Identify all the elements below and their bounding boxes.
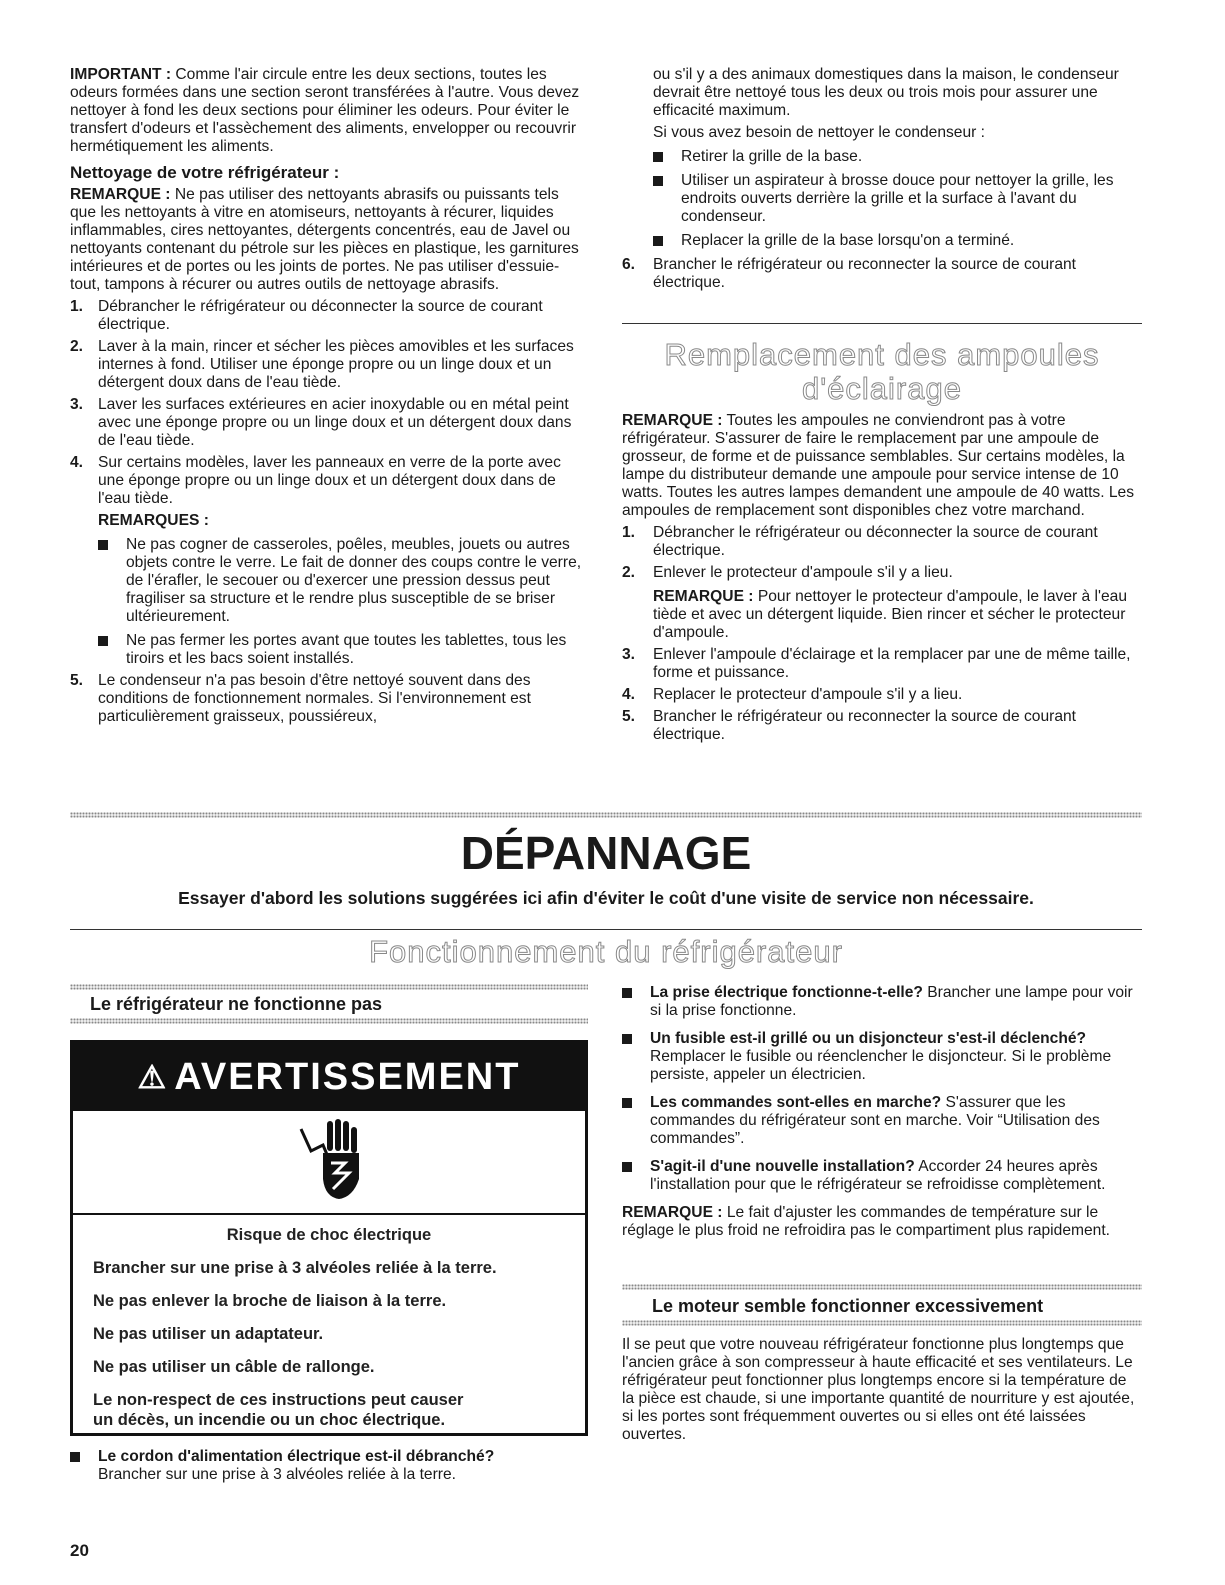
bullet-item [622, 1030, 1142, 1084]
section-title: Remplacement des ampoules [664, 337, 1100, 372]
bullet-question: Un fusible est-il grillé ou un disjoncteur s'est-il déclenché? [650, 1030, 1087, 1047]
bullet-square-icon [70, 1452, 80, 1462]
step-number: 4. [70, 454, 84, 471]
step-text: Enlever l'ampoule d'éclairage et la remplacer par une de même taille, forme et puissance. [653, 646, 1131, 681]
bullet-text: Replacer la grille de la base lorsqu'on a terminé. [681, 232, 1015, 249]
right-bottom-column [622, 978, 1142, 1240]
step-text: Le condenseur n'a pas besoin d'être nettoyé souvent dans des conditions de fonctionnement normales. Si l'environnement est particulièrement graisseux, poussiéreux, [98, 672, 531, 725]
step-number: 3. [622, 646, 636, 663]
step-text: Laver à la main, rincer et sécher les pièces amovibles et les surfaces internes à fond. Utiliser une éponge propre ou un linge doux et un détergent doux dans de l'eau tiède. [98, 338, 574, 391]
remarque-paragraph [622, 1204, 1142, 1240]
important-label: IMPORTANT : [70, 66, 172, 83]
step-item [622, 646, 1142, 682]
step-item [622, 564, 1142, 582]
step-text: Laver les surfaces extérieures en acier inoxydable ou en métal peint avec une éponge propre ou un linge doux et un détergent doux dans de l'eau tiède. [98, 396, 572, 449]
step-text: Débrancher le réfrigérateur ou déconnecter la source de courant électrique. [653, 524, 1098, 559]
warning-line: Ne pas utiliser un câble de rallonge. [93, 1358, 375, 1376]
subheading: Le réfrigérateur ne fonctionne pas [90, 994, 383, 1014]
bullet-text: Ne pas cogner de casseroles, poêles, meubles, jouets ou autres objets contre le verre. Le fait de donner des coups contre le verre, de l'érafler, le secouer ou d'exercer une pression dessus peut fragiliser sa structure et le rendre plus susceptible de se briser ultérieurement. [126, 536, 582, 625]
warning-line: Ne pas utiliser un adaptateur. [93, 1325, 324, 1343]
remarque-paragraph [622, 412, 1142, 520]
cord-bullet [70, 1442, 588, 1484]
remarque-label: REMARQUE : [622, 412, 723, 429]
bullet-item [622, 1094, 1142, 1148]
step-text: Sur certains modèles, laver les panneaux en verre de la porte avec une éponge propre ou un linge doux et un détergent doux dans de l'eau tiède. [98, 454, 561, 507]
bullet-square-icon [653, 152, 663, 162]
bullet-answer: Accorder 24 heures après l'installation pour que le réfrigérateur se refroidisse complètement. [650, 1158, 1106, 1193]
dotted-divider [622, 1320, 1142, 1326]
bullet-answer: Brancher sur une prise à 3 alvéoles reliée à la terre. [98, 1466, 456, 1483]
bullet-text: Retirer la grille de la base. [681, 148, 863, 165]
remarque-text: Le fait d'ajuster les commandes de température sur le réglage le plus froid ne refroidira pas le compartiment plus rapidement. [622, 1204, 1110, 1239]
cleaning-heading: Nettoyage de votre réfrigérateur : [70, 163, 340, 182]
step-number: 1. [622, 524, 636, 541]
bullet-square-icon [622, 1034, 632, 1044]
bullet-item [653, 172, 1142, 226]
remarques-block [98, 512, 588, 668]
dotted-divider [70, 1018, 588, 1024]
remarque-label: REMARQUE : [653, 588, 754, 605]
remarque-text: Toutes les ampoules ne conviendront pas à votre réfrigérateur. S'assurer de faire le remplacement par une ampoule de grosseur, de forme et de puissance semblables. Sur certains modèles, la lampe du distributeur demande une ampoule pour service intense de 10 watts. Toutes les autres lampes demandent une ampoule de 40 watts. Les ampoules de remplacement sont disponibles chez votre marchand. [622, 412, 1135, 519]
bullet-answer: S'assurer que les commandes du réfrigérateur sont en marche. Voir “Utilisation des commandes”. [650, 1094, 1100, 1147]
step-number: 5. [622, 708, 636, 725]
warning-line: un décès, un incendie ou un choc électrique. [93, 1411, 446, 1429]
important-text: Comme l'air circule entre les deux sections, toutes les odeurs formées dans une section seront transférées à l'autre. Vous devez nettoyer à fond les deux sections pour éliminer les odeurs. Pour éviter le transfert d'odeurs et l'assèchement des aliments, envelopper ou recouvrir hermétiquement les aliments. [70, 66, 580, 155]
bullet-item [98, 536, 588, 626]
warning-line: Risque de choc électrique [226, 1226, 432, 1244]
depannage-header [70, 825, 1142, 909]
step-item [622, 686, 1142, 704]
step-item [70, 338, 588, 392]
dotted-divider [70, 984, 588, 990]
remarque-text: Pour nettoyer le protecteur d'ampoule, le laver à l'eau tiède et avec un détergent liquide. Bien rincer et sécher le protecteur d'ampoule. [653, 588, 1127, 641]
remarques-label: REMARQUES : [98, 512, 209, 529]
bullet-text [650, 1094, 1142, 1148]
step-text: Replacer le protecteur d'ampoule s'il y a lieu. [653, 686, 963, 703]
remarque-paragraph [70, 186, 588, 294]
remarque-label: REMARQUE : [622, 1204, 723, 1221]
bullet-item [70, 1448, 588, 1484]
warning-body [73, 1215, 585, 1436]
step-number: 2. [70, 338, 84, 355]
condenser-bullets [653, 148, 1142, 250]
step-text: Brancher le réfrigérateur ou reconnecter la source de courant électrique. [653, 256, 1076, 291]
step-number: 1. [70, 298, 84, 315]
inner-remarque [653, 588, 1142, 642]
bullet-item [98, 632, 588, 668]
step-text: Brancher le réfrigérateur ou reconnecter la source de courant électrique. [653, 708, 1076, 743]
divider [622, 323, 1142, 324]
motor-paragraph: Il se peut que votre nouveau réfrigérateur fonctionne plus longtemps que l'ancien grâce à son compresseur à haute efficacité et ses ventilateurs. Le réfrigérateur peut fonctionner plus longtemps encore si la température de la pièce est chaude, si une importante quantité de nourriture y est ajoutée, si les portes sont fréquemment ouvertes ou si elles ont été laissées ouvertes. [622, 1336, 1135, 1443]
page-subtitle: Essayer d'abord les solutions suggérées ici afin d'éviter le coût d'une visite de service non nécessaire. [178, 888, 1034, 908]
step-number: 5. [70, 672, 84, 689]
bullet-square-icon [622, 1162, 632, 1172]
left-top-column [70, 66, 588, 726]
bullet-question: La prise électrique fonctionne-t-elle? [650, 984, 923, 1001]
bullet-item [622, 984, 1142, 1020]
warning-header [73, 1043, 585, 1111]
step-item [622, 708, 1142, 744]
step-text: Débrancher le réfrigérateur ou déconnecter la source de courant électrique. [98, 298, 543, 333]
bullet-square-icon [98, 540, 108, 550]
bullet-square-icon [653, 176, 663, 186]
bullet-item [653, 148, 1142, 166]
continued-paragraph: ou s'il y a des animaux domestiques dans la maison, le condenseur devrait être nettoyé tous les deux ou trois mois pour assurer une efficacité maximum. [653, 66, 1119, 119]
warning-triangle-icon: ⚠ [137, 1059, 169, 1095]
warning-line: Le non-respect de ces instructions peut causer [93, 1391, 464, 1409]
bullet-question: S'agit-il d'une nouvelle installation? [650, 1158, 915, 1175]
important-paragraph [70, 66, 588, 156]
bullet-text [650, 1158, 1142, 1194]
bullet-square-icon [622, 1098, 632, 1108]
bullet-text: Ne pas fermer les portes avant que toutes les tablettes, tous les tiroirs et les bacs soient installés. [126, 632, 567, 667]
step-text: Enlever le protecteur d'ampoule s'il y a lieu. [653, 564, 953, 581]
bullet-square-icon [653, 236, 663, 246]
bullet-answer: Brancher une lampe pour voir si la prise fonctionne. [650, 984, 1133, 1019]
shock-hazard-icon [73, 1111, 585, 1215]
step-item [622, 524, 1142, 560]
bullet-square-icon [98, 636, 108, 646]
condenser-intro: Si vous avez besoin de nettoyer le condenseur : [653, 124, 986, 141]
step-number: 2. [622, 564, 636, 581]
remarque-text: Ne pas utiliser des nettoyants abrasifs ou puissants tels que les nettoyants à vitre en atomiseurs, nettoyants à récurer, liquides inflammables, cires nettoyantes, détergents concentrés, eau de Javel ou nettoyants contenant du pétrole sur les pièces en plastique, les garnitures intérieures et de portes ou les joints de portes. Ne pas utiliser d'essuie-tout, tampons à récurer ou autres outils de nettoyage abrasifs. [70, 186, 579, 293]
bullet-answer: Remplacer le fusible ou réenclencher le disjoncteur. Si le problème persiste, appeler un électricien. [650, 1048, 1112, 1083]
step-item [622, 256, 1142, 292]
bullet-item [622, 1158, 1142, 1194]
subheading: Le moteur semble fonctionner excessivement [652, 1296, 1044, 1316]
page-title: DÉPANNAGE [460, 827, 752, 879]
warning-box [70, 1040, 588, 1436]
section-title-continued: d'éclairage [802, 371, 962, 406]
bullet-item [653, 232, 1142, 250]
bullet-text [98, 1448, 588, 1484]
step-item [70, 454, 588, 508]
warning-line: Brancher sur une prise à 3 alvéoles reliée à la terre. [93, 1259, 497, 1277]
bullet-text [650, 984, 1142, 1020]
step-number: 4. [622, 686, 636, 703]
step-item [70, 298, 588, 334]
warning-line: Ne pas enlever la broche de liaison à la terre. [93, 1292, 447, 1310]
step-number: 6. [622, 256, 636, 273]
divider [70, 929, 1142, 930]
step-number: 3. [70, 396, 84, 413]
dotted-divider [70, 812, 1142, 818]
right-top-column [622, 66, 1142, 292]
remarque-label: REMARQUE : [70, 186, 171, 203]
dotted-divider [622, 1284, 1142, 1290]
bullet-text: Utiliser un aspirateur à brosse douce pour nettoyer la grille, les endroits ouverts derrière la grille et la surface à l'avant du condenseur. [681, 172, 1114, 225]
step-item [70, 672, 588, 726]
warning-title: AVERTISSEMENT [174, 1056, 521, 1098]
page-number: 20 [70, 1541, 89, 1560]
step-item [70, 396, 588, 450]
bulb-section [622, 338, 1142, 744]
bullet-text [650, 1030, 1142, 1084]
bullet-square-icon [622, 988, 632, 998]
bullet-question: Le cordon d'alimentation électrique est-il débranché? [98, 1448, 495, 1465]
section-title: Fonctionnement du réfrigérateur [369, 934, 843, 969]
bullet-question: Les commandes sont-elles en marche? [650, 1094, 942, 1111]
